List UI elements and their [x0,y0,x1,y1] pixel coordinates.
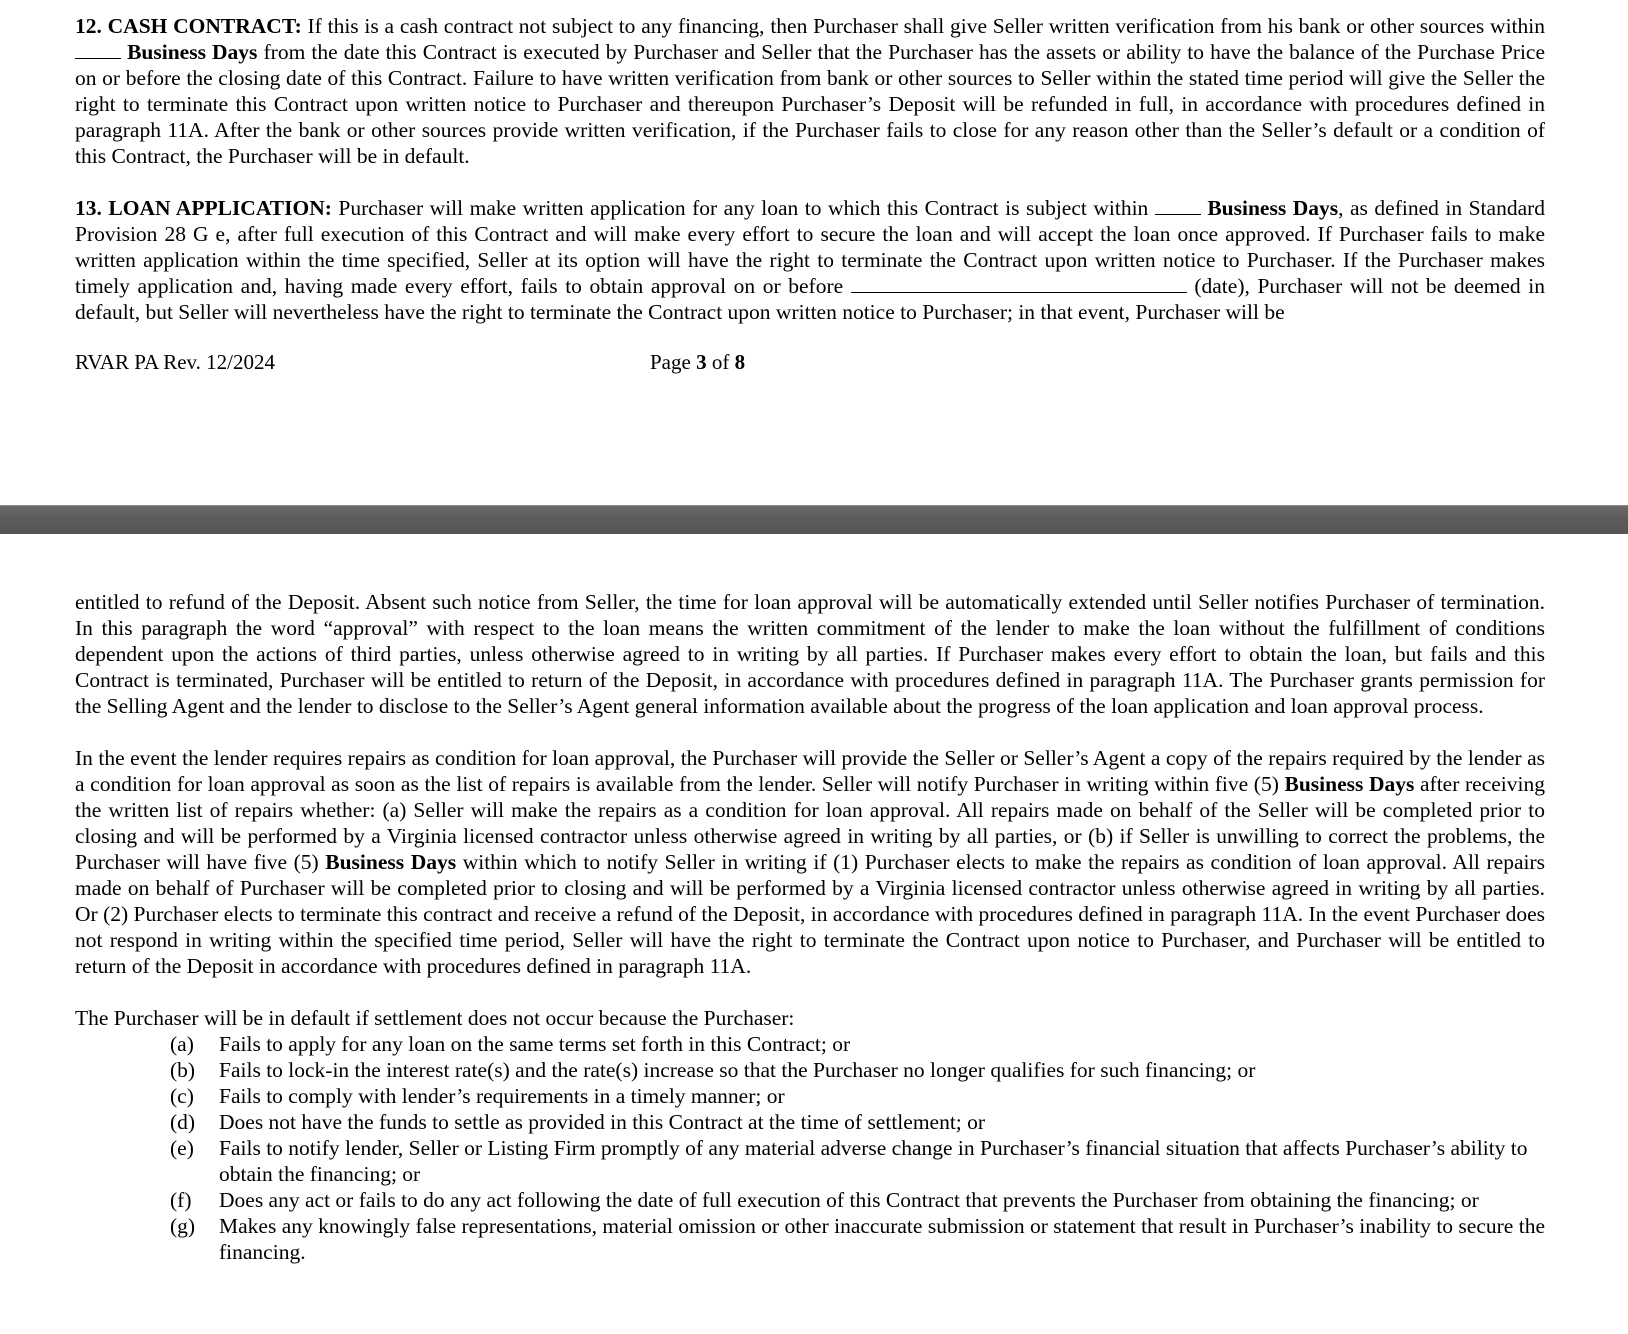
list-item [75,1135,1545,1187]
page-current: 3 [696,350,707,374]
repairs-text-2: after receiving the written list of repairs whether: (a) Seller will make the repairs as a condition for loan approval. All repairs made on behalf of the Seller will be completed prior to closing and will be performed by a Virginia licensed contractor unless otherwise agreed in writing by all parties, or (b) if Seller is unwilling to correct the problems, the Purchaser will have five (5) [75,772,1545,874]
list-item-text: Fails to apply for any loan on the same terms set forth in this Contract; or [219,1032,851,1056]
list-item-text: Does not have the funds to settle as provided in this Contract at the time of settlement; or [219,1110,986,1134]
page-4-body [75,589,1545,1265]
list-item-text: Fails to comply with lender’s requirements in a timely manner; or [219,1084,785,1108]
section-13-business-days: Business Days [1207,196,1339,220]
section-12-text-2: from the date this Contract is executed by Purchaser and Seller that the Purchaser has the assets or ability to have the balance of the Purchase Price on or before the closing date of this Contract. Failure to have written verification from bank or other sources to Seller within the stated time period will give the Seller the right to terminate this Contract upon written notice to Purchaser and thereupon Purchaser’s Deposit will be refunded in full, in accordance with procedures defined in paragraph 11A. After the bank or other sources provide written verification, if the Purchaser fails to close for any reason other than the Seller’s default or a condition of this Contract, the Purchaser will be in default. [75,40,1545,168]
repairs-text-3: within which to notify Seller in writing if (1) Purchaser elects to make the repairs as condition of loan approval. All repairs made on behalf of Purchaser will be completed prior to closing and will be performed by a Virginia licensed contractor unless otherwise agreed in writing by all parties. Or (2) Purchaser elects to terminate this contract and receive a refund of the Deposit, in accordance with procedures defined in paragraph 11A. In the event Purchaser does not respond in writing within the specified time period, Seller will have the right to terminate the Contract upon notice to Purchaser, and Purchaser will be entitled to return of the Deposit in accordance with procedures defined in paragraph 11A. [75,850,1545,978]
section-13-heading: 13. LOAN APPLICATION: [75,196,332,220]
list-item [75,1213,1545,1265]
default-list [75,1031,1545,1265]
list-item [75,1109,1545,1135]
repairs-business-days-1: Business Days [1284,772,1415,796]
list-item [75,1187,1545,1213]
list-item [75,1057,1545,1083]
repairs-business-days-2: Business Days [325,850,457,874]
page-separator [0,505,1628,535]
section-13-text-2: , as defined in Standard Provision 28 G e, after full execution of this Contract and will make every effort to secure the loan and will accept the loan once approved. If Purchaser fails to make written application within the time specified, Seller at its option will have the right to terminate the Contract upon written notice to Purchaser. If the Purchaser makes timely application and, having made every effort, fails to obtain approval on or before [75,196,1546,298]
section-13-loan-application [75,195,1545,325]
approval-date-blank[interactable] [851,274,1187,293]
list-item-label: (b) [170,1058,196,1082]
business-days-blank-12[interactable] [75,40,121,59]
list-item [75,1083,1545,1109]
page-total: 8 [734,350,746,374]
section-13-text-3: (date), Purchaser will not be deemed in default, but Seller will nevertheless have the right to terminate the Contract upon written notice to Purchaser; in that event, Purchaser will be [75,274,1545,324]
document-page-4 [0,534,1628,1334]
section-12-text-1: If this is a cash contract not subject to any financing, then Purchaser shall give Seller written verification from his bank or other sources within [301,14,1545,38]
revision-label: RVAR PA Rev. 12/2024 [75,350,276,374]
list-item-label: (f) [170,1188,192,1212]
list-item-text: Fails to lock-in the interest rate(s) and the rate(s) increase so that the Purchaser no longer qualifies for such financing; or [219,1058,1256,1082]
lender-repairs-paragraph [75,745,1545,979]
page-prefix: Page [650,350,697,374]
page-of: of [706,350,735,374]
list-item-label: (a) [170,1032,194,1056]
list-item-text: Makes any knowingly false representations, material omission or other inaccurate submission or statement that result in Purchaser’s inability to secure the financing. [219,1214,1545,1264]
section-12-cash-contract [75,13,1545,169]
list-item-text: Does any act or fails to do any act following the date of full execution of this Contract that prevents the Purchaser from obtaining the financing; or [219,1188,1479,1212]
page-3-body [75,13,1545,351]
default-intro: The Purchaser will be in default if settlement does not occur because the Purchaser: [75,1006,795,1030]
business-days-blank-13[interactable] [1155,196,1201,215]
list-item-label: (c) [170,1084,194,1108]
list-item-label: (e) [170,1136,194,1160]
document-page-3 [0,0,1628,505]
page-footer [75,349,1545,375]
list-item-text: Fails to notify lender, Seller or Listing Firm promptly of any material adverse change in Purchaser’s financial situation that affects Purchaser’s ability to obtain the financing; or [219,1136,1528,1186]
list-item-label: (g) [170,1214,196,1238]
list-item-label: (d) [170,1110,196,1134]
section-12-heading: 12. CASH CONTRACT: [75,14,302,38]
section-13-text-1: Purchaser will make written application for any loan to which this Contract is subject within [331,196,1155,220]
list-item [75,1031,1545,1057]
repairs-text-1: In the event the lender requires repairs as condition for loan approval, the Purchaser will provide the Seller or Seller’s Agent a copy of the repairs required by the lender as a condition for loan approval as soon as the list of repairs is available from the lender. Seller will notify Purchaser in writing within five (5) [75,746,1545,796]
default-conditions [75,1005,1545,1265]
loan-approval-paragraph: entitled to refund of the Deposit. Absent such notice from Seller, the time for loan approval will be automatically extended until Seller notifies Purchaser of termination. In this paragraph the word “approval” with respect to the loan means the written commitment of the lender to make the loan without the fulfillment of conditions dependent upon the actions of third parties, unless otherwise agreed to in writing by all parties. If Purchaser makes every effort to obtain the loan, but fails and this Contract is terminated, Purchaser will be entitled to return of the Deposit, in accordance with procedures defined in paragraph 11A. The Purchaser grants permission for the Selling Agent and the lender to disclose to the Seller’s Agent general information available about the progress of the loan application and loan approval process. [75,590,1545,718]
page-number [650,349,745,375]
section-12-business-days: Business Days [127,40,258,64]
